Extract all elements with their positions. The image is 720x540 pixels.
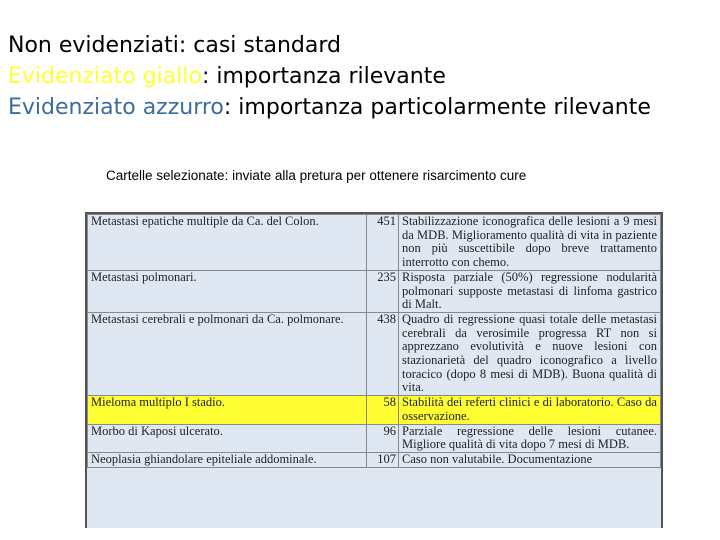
cases-table	[87, 214, 661, 468]
legend-standard: Non evidenziati: casi standard	[8, 33, 341, 58]
number-cell: 438	[367, 312, 399, 395]
number-cell: 107	[367, 452, 399, 467]
outcome-cell: Parziale regressione delle lesioni cutanee. Migliore qualità di vita dopo 7 mesi di MDB.	[399, 424, 661, 452]
table-row	[88, 215, 661, 271]
caption: Cartelle selezionate: inviate alla pretura per ottenere risarcimento cure	[106, 168, 527, 183]
number-cell: 58	[367, 396, 399, 424]
number-cell: 235	[367, 270, 399, 312]
table-row	[88, 312, 661, 395]
table-row	[88, 424, 661, 452]
legend-yellow-label: Evidenziato giallo	[8, 64, 202, 89]
legend-yellow	[8, 61, 651, 92]
number-cell: 451	[367, 215, 399, 271]
table-row	[88, 270, 661, 312]
legend-blue	[8, 92, 651, 123]
legend	[8, 30, 651, 123]
outcome-cell: Caso non valutabile. Documentazione	[399, 452, 661, 467]
diagnosis-cell: Mieloma multiplo I stadio.	[88, 396, 367, 424]
diagnosis-cell: Metastasi epatiche multiple da Ca. del Colon.	[88, 215, 367, 271]
outcome-cell: Stabilizzazione iconografica delle lesioni a 9 mesi da MDB. Miglioramento qualità di vita in paziente non più suscettibile dopo breve trattamento interrotto con chemo.	[399, 215, 661, 271]
diagnosis-cell: Neoplasia ghiandolare epiteliale addominale.	[88, 452, 367, 467]
legend-blue-desc: : importanza particolarmente rilevante	[223, 95, 651, 120]
outcome-cell: Stabilità dei referti clinici e di laboratorio. Caso da osservazione.	[399, 396, 661, 424]
scanned-table	[85, 212, 663, 528]
diagnosis-cell: Morbo di Kaposi ulcerato.	[88, 424, 367, 452]
table-row	[88, 396, 661, 424]
diagnosis-cell: Metastasi polmonari.	[88, 270, 367, 312]
outcome-cell: Quadro di regressione quasi totale delle metastasi cerebrali da verosimile progressa RT non si apprezzano evolutività e nuove lesioni con stazionarietà del quadro iconografico a livello toracico (dopo 8 mesi di MDB). Buona qualità di vita.	[399, 312, 661, 395]
legend-blue-label: Evidenziato azzurro	[8, 95, 224, 120]
table-row	[88, 452, 661, 467]
legend-yellow-desc: : importanza rilevante	[201, 64, 446, 89]
outcome-cell: Risposta parziale (50%) regressione nodularità polmonari supposte metastasi di linfoma gastrico di Malt.	[399, 270, 661, 312]
diagnosis-cell: Metastasi cerebrali e polmonari da Ca. polmonare.	[88, 312, 367, 395]
number-cell: 96	[367, 424, 399, 452]
